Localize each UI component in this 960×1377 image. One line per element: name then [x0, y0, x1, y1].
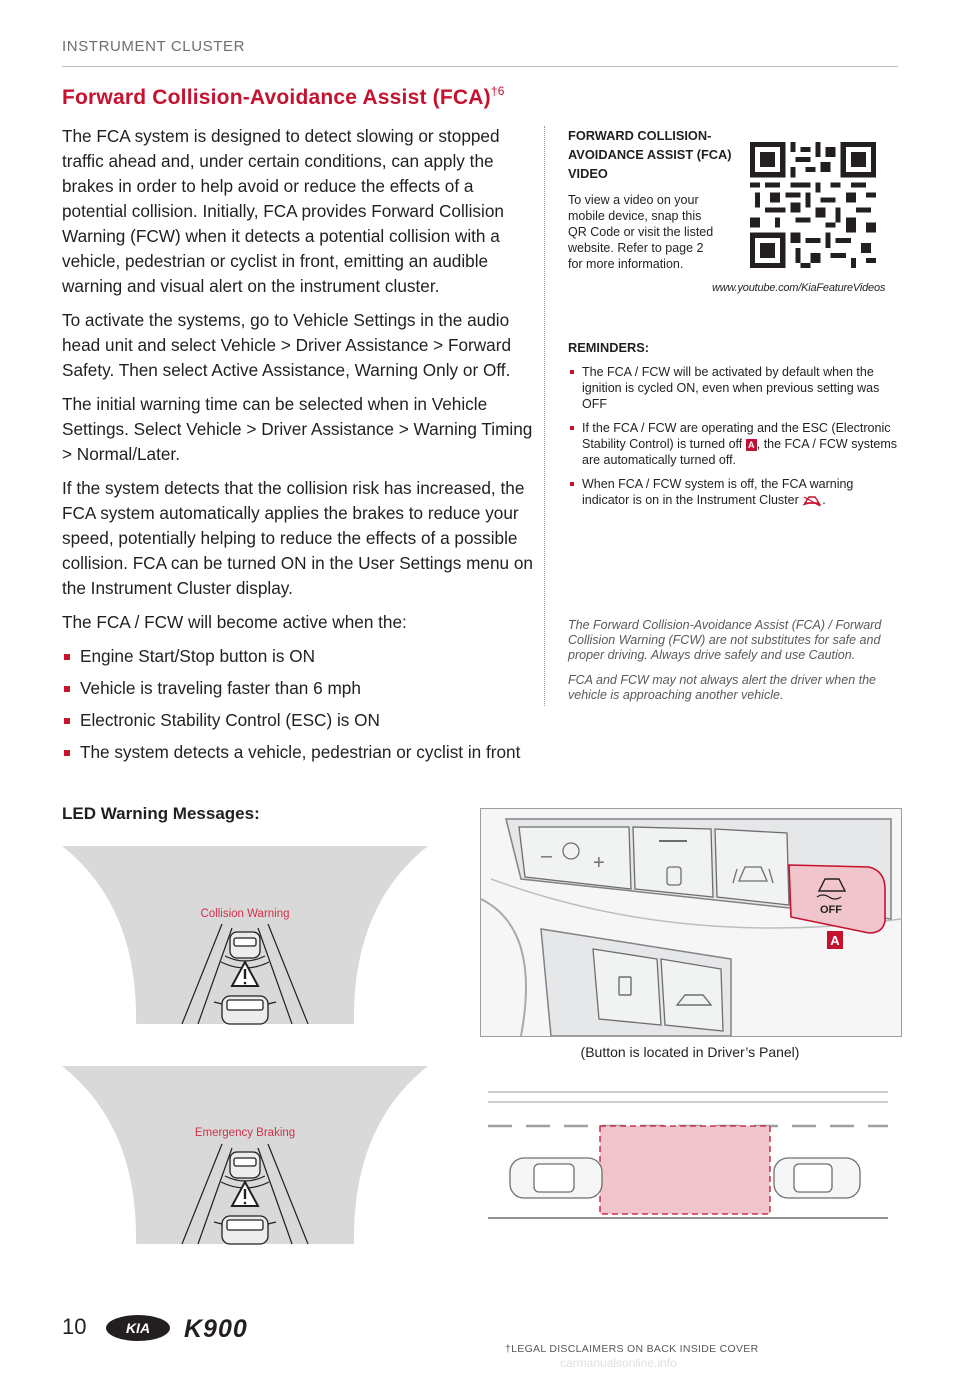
active-conditions-list — [62, 644, 536, 765]
switch-button — [633, 827, 713, 897]
intro-paragraph: The FCA system is designed to detect slowing or stopped traffic ahead and, under certain conditions, can apply the brakes in order to help avoid or reduce the effects of a potential collision. Initially, FCA provides Forward Collision Warning (FCW) when it detects a potential collision with a vehicle, pedestrian or cyclist in front, emitting an audible warning and visual alert on the instrument cluster. — [62, 126, 504, 296]
list-item — [568, 476, 898, 508]
callout-badge: A — [746, 439, 757, 451]
list-item: Vehicle is traveling faster than 6 mph — [62, 676, 536, 701]
callout-badge-label: A — [830, 933, 840, 948]
page-number: 10 — [62, 1314, 87, 1339]
reminder-text: When FCA / FCW system is off, the FCA warning indicator is on in the Instrument Cluster — [582, 477, 854, 507]
switch-button — [715, 829, 789, 905]
reminders-heading: REMINDERS: — [568, 340, 650, 355]
auto-brake-paragraph: If the system detects that the collision risk has increased, the FCA system automatically applies the brakes to reduce your speed, potentially helping to reduce the effects of a possible collision. FCA can be turned ON in the User Settings menu on the Instrument Cluster display. — [62, 478, 533, 598]
title-superscript: †6 — [490, 84, 505, 98]
video-instructions: To view a video on your mobile device, snap this QR Code or visit the listed website. Refer to page 2 for more information. — [568, 193, 714, 271]
own-car-icon — [214, 996, 276, 1024]
disclaimer-notes — [568, 618, 898, 713]
safety-note: The Forward Collision-Avoidance Assist (FCA) / Forward Collision Warning (FCW) are not substitutes for safe and proper driving. Always drive safely and use Caution. — [568, 618, 882, 662]
lead-car-icon — [230, 932, 260, 958]
activate-paragraph: To activate the systems, go to Vehicle Settings in the audio head unit and select Vehicle > Driver Assistance > Forward Safety. Then select Active Assistance, Warning Only or Off. — [62, 310, 512, 380]
collision-warning-display — [62, 846, 428, 1036]
lead-car-icon — [230, 1152, 260, 1178]
kia-logo-text: KIA — [125, 1320, 151, 1336]
esc-off-label: OFF — [820, 904, 842, 916]
led-section-title: LED Warning Messages: — [62, 804, 260, 823]
panel-trim-line — [481, 899, 526, 1036]
list-item — [568, 420, 898, 468]
lead-vehicle-icon — [774, 1158, 860, 1198]
own-car-icon — [214, 1216, 276, 1244]
header-rule — [62, 66, 898, 67]
road-scene-diagram — [488, 1088, 890, 1222]
section-label: INSTRUMENT CLUSTER — [62, 38, 246, 55]
minus-icon: – — [541, 845, 553, 867]
emergency-braking-display — [62, 1066, 428, 1256]
column-divider — [544, 126, 545, 706]
limitation-note: FCA and FCW may not always alert the driver when the vehicle is approaching another vehicle. — [568, 673, 876, 702]
qr-code-icon[interactable] — [750, 142, 876, 268]
reminder-text: . — [822, 493, 826, 507]
video-heading: FORWARD COLLISION-AVOIDANCE ASSIST (FCA) VIDEO — [568, 128, 732, 181]
driver-panel-drawing — [481, 809, 901, 1036]
reminder-text: If the FCA / FCW are operating and the ESC (Electronic Stability Control) is turned off — [582, 421, 891, 451]
title-text: Forward Collision-Avoidance Assist (FCA) — [62, 86, 491, 109]
page-title — [62, 86, 505, 110]
driver-panel-illustration — [480, 808, 902, 1037]
reminder-text: , the FCA / FCW systems are automatically turned off. — [582, 437, 898, 467]
model-logo-text: K900 — [184, 1315, 248, 1343]
emergency-braking-label: Emergency Braking — [194, 1127, 296, 1139]
watermark: carmanualsonline.info — [560, 1356, 677, 1370]
fca-warning-icon — [802, 495, 822, 507]
plus-icon: + — [593, 852, 605, 874]
own-vehicle-icon — [510, 1158, 602, 1198]
collision-warning-label: Collision Warning — [200, 908, 290, 920]
esc-off-button[interactable] — [789, 865, 885, 933]
list-item: Engine Start/Stop button is ON — [62, 644, 536, 669]
legal-disclaimer: †LEGAL DISCLAIMERS ON BACK INSIDE COVER — [505, 1343, 759, 1355]
warning-time-paragraph: The initial warning time can be selected when in Vehicle Settings. Select Vehicle > Driver Assistance > Warning Timing > Normal/Later. — [62, 394, 533, 464]
list-item: Electronic Stability Control (ESC) is ON — [62, 708, 536, 733]
list-item — [568, 364, 898, 412]
fuel-door-button — [593, 949, 661, 1025]
main-body — [62, 124, 536, 772]
trunk-button — [661, 959, 723, 1031]
reminder-text: The FCA / FCW will be activated by default when the ignition is cycled ON, even when previous setting was OFF — [582, 365, 880, 411]
list-item: The system detects a vehicle, pedestrian or cyclist in front — [62, 740, 536, 765]
reminders-list — [568, 364, 898, 516]
detection-zone — [600, 1126, 770, 1214]
video-url-link[interactable]: www.youtube.com/KiaFeatureVideos — [712, 282, 886, 294]
brand-logo — [104, 1313, 284, 1343]
active-when-paragraph: The FCA / FCW will become active when the: — [62, 612, 407, 632]
panel-caption: (Button is located in Driver’s Panel) — [580, 1044, 800, 1060]
